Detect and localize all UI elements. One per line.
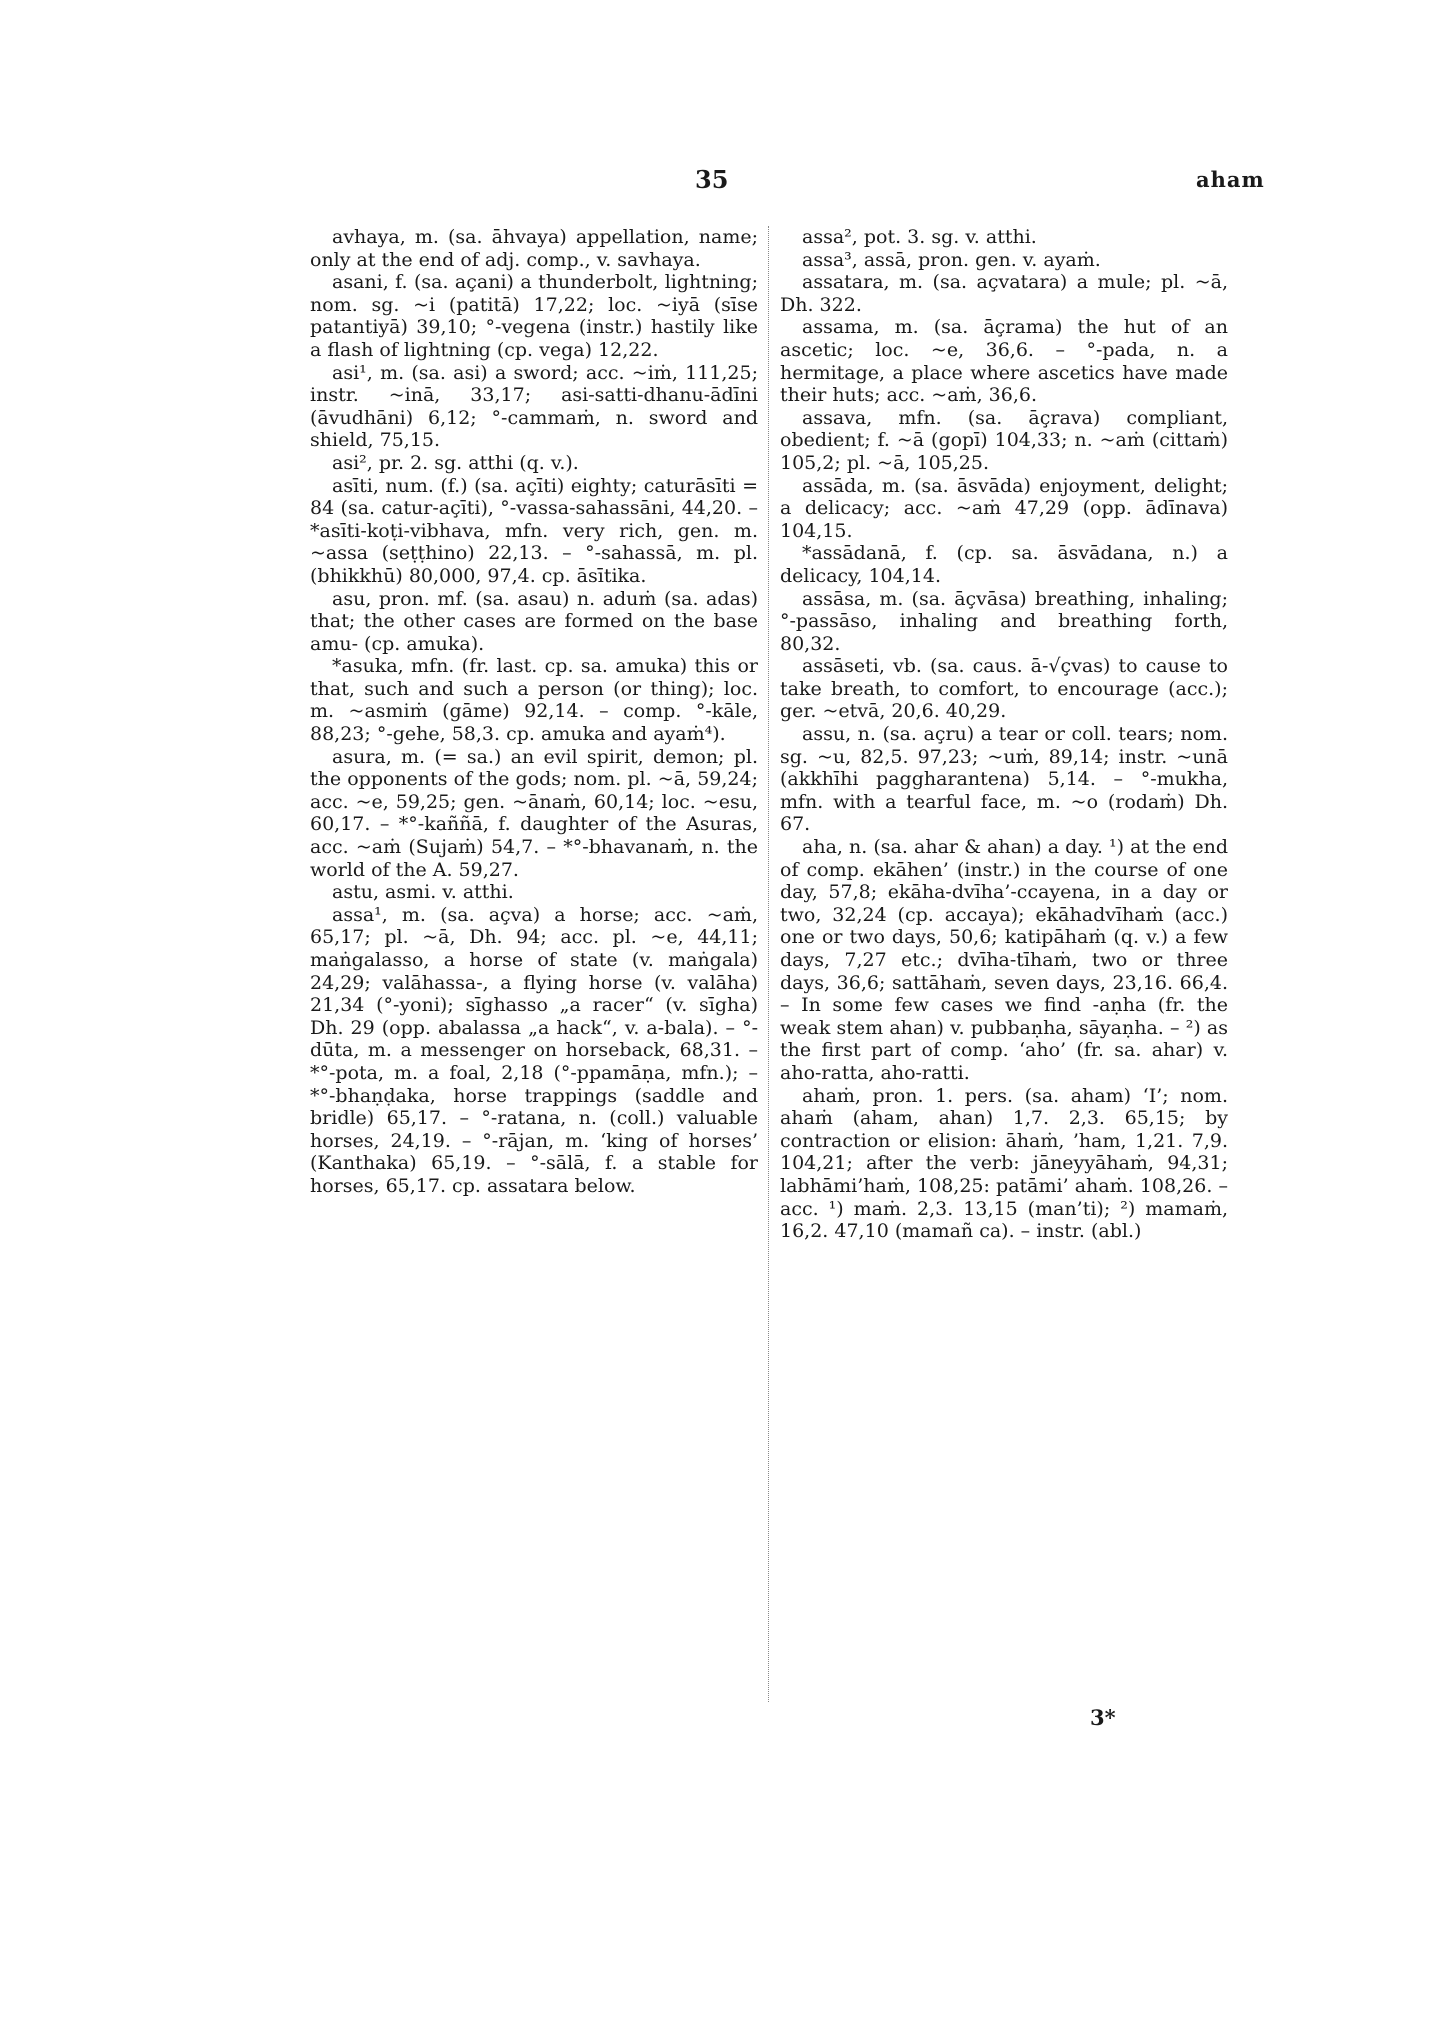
entry-assatara: assatara, m. (sa. açvatara) a mule; pl. ~ā, Dh. 322.	[780, 271, 1228, 316]
entry-asura: asura, m. (= sa.) an evil spirit, demon; pl. the opponents of the gods; nom. pl. ~ā, 59,24; acc. ~e, 59,25; gen. ~ānaṁ, 60,14; loc. ~esu, 60,17. – *°-kaññā, f. daughter of the Asuras, acc. ~aṁ (Sujaṁ) 54,7. – *°-bhavanaṁ, n. the world of the A. 59,27.	[310, 745, 758, 881]
entry-assa-1: assa¹, m. (sa. açva) a horse; acc. ~aṁ, 65,17; pl. ~ā, Dh. 94; acc. pl. ~e, 44,11; maṅgalasso, a horse of state (v. maṅgala) 24,29; valāhassa-, a flying horse (v. valāha) 21,34 (°-yoni); sīghasso „a racer“ (v. sīgha) Dh. 29 (opp. abalassa „a hack“, v. a-bala). – °-dūta, m. a messenger on horseback, 68,31. – *°-pota, m. a foal, 2,18 (°-ppamāṇa, mfn.); – *°-bhaṇḍaka, horse trappings (saddle and bridle) 65,17. – °-ratana, n. (coll.) valuable horses, 24,19. – °-rājan, m. ‘king of horses’ (Kanthaka) 65,19. – °-sālā, f. a stable for horses, 65,17. cp. assatara below.	[310, 903, 758, 1197]
entry-aha: aha, n. (sa. ahar & ahan) a day. ¹) at the end of comp. ekāhen’ (instr.) in the course of one day, 57,8; ekāha-dvīha’-ccayena, in a day or two, 32,24 (cp. accaya); ekāhadvīhaṁ (acc.) one or two days, 50,6; katipāhaṁ (q. v.) a few days, 7,27 etc.; dvīha-tīhaṁ, two or three days, 36,6; sattāhaṁ, seven days, 23,16. 66,4. – In some few cases we find -aṇha (fr. the weak stem ahan) v. pubbaṇha, sāyaṇha. – ²) as the first part of comp. ‘aho’ (fr. sa. ahar) v. aho-ratta, aho-ratti.	[780, 836, 1228, 1084]
entry-assama: assama, m. (sa. āçrama) the hut of an ascetic; loc. ~e, 36,6. – °-pada, n. a hermitage, a place where ascetics have made their huts; acc. ~aṁ, 36,6.	[780, 316, 1228, 407]
entry-asiti: asīti, num. (f.) (sa. açīti) eighty; caturāsīti = 84 (sa. catur-açīti), °-vassa-sahassāni, 44,20. – *asīti-koṭi-vibhava, mfn. very rich, gen. m. ~assa (seṭṭhino) 22,13. – °-sahassā, m. pl. (bhikkhū) 80,000, 97,4. cp. āsītika.	[310, 474, 758, 587]
signature-mark: 3*	[1090, 1705, 1116, 1730]
right-column	[780, 226, 1228, 1243]
entry-asi-2: asi², pr. 2. sg. atthi (q. v.).	[332, 451, 579, 474]
entry-assadana: *assādanā, f. (cp. sa. āsvādana, n.) a delicacy, 104,14.	[780, 542, 1228, 587]
entry-avhaya: avhaya, m. (sa. āhvaya) appellation, name; only at the end of adj. comp., v. savhaya.	[310, 226, 758, 271]
entry-aham: ahaṁ, pron. 1. pers. (sa. aham) ‘I’; nom. ahaṁ (aham, ahan) 1,7. 2,3. 65,15; by contraction or elision: āhaṁ, ’ham, 1,21. 7,9. 104,21; after the verb: jāneyyāhaṁ, 94,31; labhāmi’haṁ, 108,25: patāmi’ ahaṁ. 108,26. – acc. ¹) maṁ. 2,3. 13,15 (man’ti); ²) mamaṁ, 16,2. 47,10 (mamañ ca). – instr. (abl.)	[780, 1084, 1228, 1243]
entry-assa-3: assa³, assā, pron. gen. v. ayaṁ.	[802, 248, 1101, 271]
entry-asi-1: asi¹, m. (sa. asi) a sword; acc. ~iṁ, 111,25; instr. ~inā, 33,17; asi-satti-dhanu-ādīni (āvudhāni) 6,12; °-cammaṁ, n. sword and shield, 75,15.	[310, 361, 758, 452]
page-header	[0, 165, 1440, 205]
running-head: aham	[1196, 167, 1265, 192]
entry-asu: asu, pron. mf. (sa. asau) n. aduṁ (sa. adas) that; the other cases are formed on the base amu- (cp. amuka).	[310, 587, 758, 655]
entry-astu: astu, asmi. v. atthi.	[332, 881, 514, 904]
entry-assada: assāda, m. (sa. āsvāda) enjoyment, delight; a delicacy; acc. ~aṁ 47,29 (opp. ādīnava) 104,15.	[780, 474, 1228, 542]
entry-asuka: *asuka, mfn. (fr. last. cp. sa. amuka) this or that, such and such a person (or thing); loc. m. ~asmiṁ (gāme) 92,14. – comp. °-kāle, 88,23; °-gehe, 58,3. cp. amuka and ayaṁ⁴).	[310, 655, 758, 746]
entry-assaseti: assāseti, vb. (sa. caus. ā-√çvas) to cause to take breath, to comfort, to encourage (acc.); ger. ~etvā, 20,6. 40,29.	[780, 655, 1228, 723]
entry-assasa: assāsa, m. (sa. āçvāsa) breathing, inhaling; °-passāso, inhaling and breathing forth, 80,32.	[780, 587, 1228, 655]
column-divider	[768, 226, 770, 1702]
entry-assava: assava, mfn. (sa. āçrava) compliant, obedient; f. ~ā (gopī) 104,33; n. ~aṁ (cittaṁ) 105,2; pl. ~ā, 105,25.	[780, 406, 1228, 474]
entry-assa-2: assa², pot. 3. sg. v. atthi.	[802, 226, 1037, 248]
left-column	[310, 226, 758, 1198]
entry-asani: asani, f. (sa. açani) a thunderbolt, lightning; nom. sg. ~i (patitā) 17,22; loc. ~iyā (sīse patantiyā) 39,10; °-vegena (instr.) hastily like a flash of lightning (cp. vega) 12,22.	[310, 271, 758, 361]
page-number: 35	[695, 165, 729, 194]
entry-assu: assu, n. (sa. açru) a tear or coll. tears; nom. sg. ~u, 82,5. 97,23; ~uṁ, 89,14; instr. ~unā (akkhīhi paggharantena) 5,14. – °-mukha, mfn. with a tearful face, m. ~o (rodaṁ) Dh. 67.	[780, 723, 1228, 836]
